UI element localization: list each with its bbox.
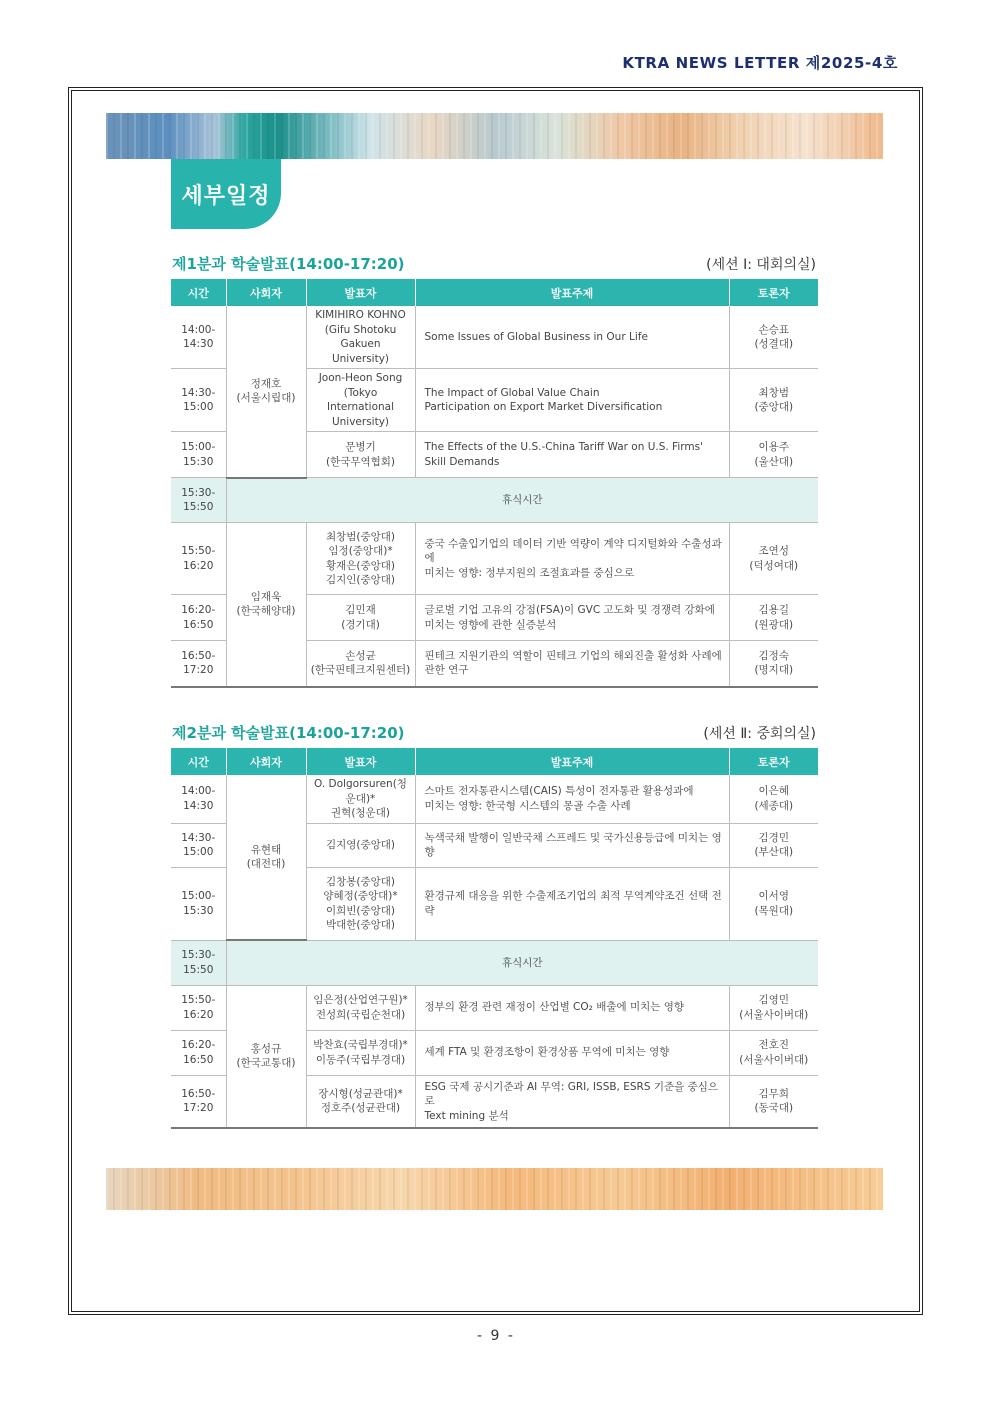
table-row xyxy=(171,523,818,595)
break-row xyxy=(171,478,818,523)
discussant-cell: 이은혜 (세종대) xyxy=(729,775,818,823)
col-presenter: 발표자 xyxy=(306,279,415,306)
section-tab: 세부일정 xyxy=(171,159,281,229)
newsletter-header: KTRA NEWS LETTER 제2025-4호 xyxy=(622,54,898,72)
time-cell: 16:20- 16:50 xyxy=(171,595,226,641)
time-cell: 15:00- 15:30 xyxy=(171,432,226,478)
session1-title: 제1분과 학술발표(14:00-17:20) xyxy=(172,255,405,273)
time-cell: 14:30- 15:00 xyxy=(171,369,226,432)
presenter-cell: 임은정(산업연구원)* 전성희(국립순천대) xyxy=(306,985,415,1030)
discussant-cell: 김경민 (부산대) xyxy=(729,823,818,867)
break-label: 휴식시간 xyxy=(226,478,818,523)
discussant-cell: 이용주 (울산대) xyxy=(729,432,818,478)
topic-cell: 녹색국채 발행이 일반국채 스프레드 및 국가신용등급에 미치는 영향 xyxy=(415,823,729,867)
top-banner-image xyxy=(106,113,883,159)
table-header-row xyxy=(171,748,818,775)
bottom-banner-image xyxy=(106,1168,883,1210)
moderator-cell: 정재호 (서울시립대) xyxy=(226,306,306,478)
time-cell: 15:00- 15:30 xyxy=(171,867,226,940)
topic-cell: 중국 수출입기업의 데이터 기반 역량이 계약 디지털화와 수출성과에 미치는 영향: 정부지원의 조절효과를 중심으로 xyxy=(415,523,729,595)
time-cell: 14:00- 14:30 xyxy=(171,775,226,823)
topic-cell: 환경규제 대응을 위한 수출제조기업의 최적 무역계약조건 선택 전략 xyxy=(415,867,729,940)
table-row xyxy=(171,306,818,369)
topic-cell: Some Issues of Global Business in Our Life xyxy=(415,306,729,369)
moderator-cell: 임재욱 (한국해양대) xyxy=(226,523,306,687)
session2-table xyxy=(171,748,818,1129)
time-cell: 16:50- 17:20 xyxy=(171,1075,226,1128)
discussant-cell: 전호진 (서울사이버대) xyxy=(729,1030,818,1075)
time-cell: 16:20- 16:50 xyxy=(171,1030,226,1075)
time-cell: 14:00- 14:30 xyxy=(171,306,226,369)
presenter-cell: KIMIHIRO KOHNO (Gifu Shotoku Gakuen University) xyxy=(306,306,415,369)
discussant-cell: 손승표 (성결대) xyxy=(729,306,818,369)
col-time: 시간 xyxy=(171,748,226,775)
moderator-cell: 유현태 (대전대) xyxy=(226,775,306,940)
topic-cell: 글로벌 기업 고유의 강점(FSA)이 GVC 고도화 및 경쟁력 강화에 미치는 영향에 관한 실증분석 xyxy=(415,595,729,641)
discussant-cell: 조연성 (덕성여대) xyxy=(729,523,818,595)
col-topic: 발표주제 xyxy=(415,279,729,306)
col-time: 시간 xyxy=(171,279,226,306)
discussant-cell: 최창범 (중앙대) xyxy=(729,369,818,432)
col-discussant: 토론자 xyxy=(729,748,818,775)
presenter-cell: 문병기 (한국무역협회) xyxy=(306,432,415,478)
topic-cell: 세계 FTA 및 환경조항이 환경상품 무역에 미치는 영향 xyxy=(415,1030,729,1075)
time-cell: 15:30- 15:50 xyxy=(171,940,226,985)
presenter-cell: 박찬효(국립부경대)* 이동주(국립부경대) xyxy=(306,1030,415,1075)
presenter-cell: 장시형(성균관대)* 정호주(성균관대) xyxy=(306,1075,415,1128)
col-discussant: 토론자 xyxy=(729,279,818,306)
col-moderator: 사회자 xyxy=(226,748,306,775)
discussant-cell: 이서영 (목원대) xyxy=(729,867,818,940)
time-cell: 15:30- 15:50 xyxy=(171,478,226,523)
discussant-cell: 김정숙 (명지대) xyxy=(729,641,818,687)
page-number: - 9 - xyxy=(477,1328,515,1344)
topic-cell: The Impact of Global Value Chain Participation on Export Market Diversification xyxy=(415,369,729,432)
session1-table xyxy=(171,279,818,688)
table-row xyxy=(171,775,818,823)
break-row xyxy=(171,940,818,985)
session1-room: (세션 Ⅰ: 대회의실) xyxy=(706,257,816,273)
presenter-cell: Joon-Heon Song (Tokyo International University) xyxy=(306,369,415,432)
topic-cell: 정부의 환경 관련 재정이 산업별 CO₂ 배출에 미치는 영향 xyxy=(415,985,729,1030)
table-header-row xyxy=(171,279,818,306)
presenter-cell: 김지영(중앙대) xyxy=(306,823,415,867)
time-cell: 15:50- 16:20 xyxy=(171,523,226,595)
moderator-cell: 홍성규 (한국교통대) xyxy=(226,985,306,1128)
session2-room: (세션 Ⅱ: 중회의실) xyxy=(703,726,816,742)
topic-cell: The Effects of the U.S.-China Tariff War on U.S. Firms' Skill Demands xyxy=(415,432,729,478)
discussant-cell: 김영민 (서울사이버대) xyxy=(729,985,818,1030)
presenter-cell: 김창봉(중앙대) 양혜정(중앙대)* 이희빈(중앙대) 박대한(중앙대) xyxy=(306,867,415,940)
table-row xyxy=(171,985,818,1030)
col-topic: 발표주제 xyxy=(415,748,729,775)
discussant-cell: 김무희 (동국대) xyxy=(729,1075,818,1128)
discussant-cell: 김용길 (원광대) xyxy=(729,595,818,641)
topic-cell: ESG 국제 공시기준과 AI 무역: GRI, ISSB, ESRS 기준을 중심으로 Text mining 분석 xyxy=(415,1075,729,1128)
col-moderator: 사회자 xyxy=(226,279,306,306)
presenter-cell: O. Dolgorsuren(청운대)* 권혁(청운대) xyxy=(306,775,415,823)
topic-cell: 스마트 전자통관시스템(CAIS) 특성이 전자통관 활용성과에 미치는 영향: 한국형 시스템의 몽골 수출 사례 xyxy=(415,775,729,823)
col-presenter: 발표자 xyxy=(306,748,415,775)
break-label: 휴식시간 xyxy=(226,940,818,985)
time-cell: 15:50- 16:20 xyxy=(171,985,226,1030)
topic-cell: 핀테크 지원기관의 역할이 핀테크 기업의 해외진출 활성화 사례에 관한 연구 xyxy=(415,641,729,687)
presenter-cell: 김민재 (경기대) xyxy=(306,595,415,641)
presenter-cell: 최창범(중앙대) 임정(중앙대)* 황재은(중앙대) 김지인(중앙대) xyxy=(306,523,415,595)
time-cell: 16:50- 17:20 xyxy=(171,641,226,687)
session2-title: 제2분과 학술발표(14:00-17:20) xyxy=(172,724,405,742)
presenter-cell: 손성균 (한국핀테크지원센터) xyxy=(306,641,415,687)
time-cell: 14:30- 15:00 xyxy=(171,823,226,867)
